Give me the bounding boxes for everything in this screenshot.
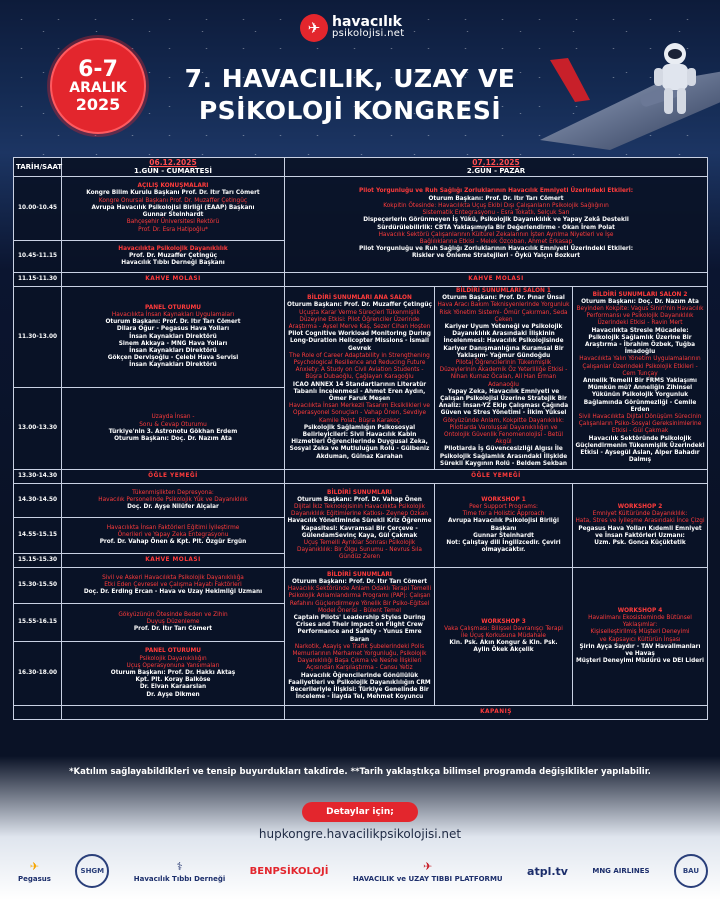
badge-days: 6-7: [78, 57, 118, 82]
brand-sub: psikolojisi.net: [332, 28, 405, 39]
table-row: [14, 177, 708, 241]
website-link[interactable]: hupkongre.havacilikpsikolojisi.net: [258, 827, 462, 841]
paper-session-1: Pilot Yorgunluğu ve Ruh Sağlığı Zorluklarının Havacılık Emniyeti Üzerindeki Etkileri: Oturum Başkanı: Prof. Dr. Itır Tarı Cömert Kokpitin Ötesinde: Havacılıkta Uçuş Ekibi Dışı Çalışanların Psikolojik Sağlığının Sistematik Entegrasyonu - Esra Tokatlı, Selçuk Sarı Dispeçerlerin Görünmeyen İş Yükü, Psikolojik Dayanıklılık ve Yapay Zekâ Destekli Sürdürülebilirlik: CBTA Yaklaşımıyla Bir Değerlendirme - Okan İrem Polat Havacılık Sektörü Çalışanlarının Kültürel Zekalarının İşten Ayrılma Niyetleri ve İşe Bağlılıklarına Etkisi - Melek Özçoban, Ahmet Erkasap Pilot Yorgunluğu ve Ruh Sağlığı Zorluklarının Havacılık Emniyeti Üzerindeki Etkileri: Riskler ve Önleme Stratejileri - Öykü Yalçın Bozkurt: [285, 177, 708, 273]
col-time-header: TARİH/SAAT: [14, 158, 62, 177]
lunch-day2: ÖĞLE YEMEĞİ: [285, 470, 708, 484]
workshop-2: WORKSHOP 2 Emniyet Kültüründe Dayanıklılık: Hata, Stres ve İyileşme Arasındaki İnce Çizgi Pegasus Hava Yolları Kıdemli Emniyet ve İnsan Faktörleri Uzmanı: Uzm. Psk. Gonca Küçüktetik: [573, 484, 708, 568]
time-cell: 16.30-18.00: [14, 642, 62, 706]
military-talk: Sivil ve Askeri Havacılıkta Psikolojik Dayanıklılığa Etki Eden Çevresel ve Çalışma Hayatı Faktörleri Doç. Dr. Erding Ercan - Hava ve Uzay Hekimliği Uzmanı: [62, 568, 285, 604]
badge-month: ARALIK: [69, 80, 127, 96]
lunch-day1: ÖĞLE YEMEĞİ: [62, 470, 285, 484]
table-row: [14, 484, 708, 518]
page-title: [180, 63, 520, 127]
time-cell: 15.15-15.30: [14, 554, 62, 568]
sponsor-bar: [18, 848, 708, 894]
time-cell: 11.30-13.00: [14, 287, 62, 388]
brand-pilot-icon: ✈: [300, 14, 328, 42]
details-button[interactable]: Detaylar için;: [302, 802, 418, 822]
sponsor-benpsikoloji[interactable]: BENPSİKOLOJİ: [249, 865, 329, 877]
mind-body-talk: Gökyüzünün Ötesinde Beden ve Zihin Duyuş Düzenleme Prof. Dr. Itır Tarı Cömert: [62, 604, 285, 642]
workshop-3: WORKSHOP 3 Vaka Çalışması: Bilişsel Davranışçı Terapi ile Uçuş Korkusuna Müdahale Kln. Psk. Akın Kongur & Kln. Psk. Aylin Ökek Akçelik: [435, 568, 573, 706]
shgm-seal-icon: SHGM: [75, 854, 109, 888]
coffee-break-day1-pm: KAHVE MOLASI: [62, 554, 285, 568]
bau-seal-icon: BAU: [674, 854, 708, 888]
sponsor-platform[interactable]: ✈ HAVACILIK ve UZAY TIBBI PLATFORMU: [352, 859, 503, 883]
brand-logo[interactable]: [300, 14, 404, 42]
time-cell: 10.45-11.15: [14, 241, 62, 273]
human-factors-talk: Havacılıkta İnsan Faktörleri Eğitimi İyileştirme Önerileri ve Yapay Zeka Entegrasyonu Prof. Dr. Vahap Önen & Kpt. Plt. Özgür Ergün: [62, 518, 285, 554]
time-cell: 13.00-13.30: [14, 388, 62, 470]
astronaut-icon: [640, 40, 710, 120]
date-badge: [50, 38, 146, 134]
title-line-2: PSİKOLOJİ KONGRESİ: [198, 96, 502, 125]
table-row: [14, 568, 708, 604]
closing: KAPANIŞ: [285, 706, 708, 720]
sponsor-medicine-society[interactable]: ⚕ Havacılık Tıbbı Derneği: [133, 859, 226, 883]
title-line-1: 7. HAVACILIK, UZAY VE: [184, 64, 516, 93]
sponsor-mng[interactable]: MNG AIRLINES: [592, 867, 650, 875]
sponsor-atpl[interactable]: atpl.tv: [527, 864, 568, 878]
day2-header: 07.12.2025 2.GÜN - PAZAR: [285, 158, 708, 177]
table-row: [14, 470, 708, 484]
coffee-break-day2: KAHVE MOLASI: [285, 273, 708, 287]
hall-2-session: BİLDİRİ SUNUMLARI SALON 2 Oturum Başkanı: Doç. Dr. Nazım Ata Beyinden Kokpite: Vagus Siniri'nin Havacılık Performansı ve Psikolojik Dayanıklılık Üzerindeki Etkisi - Ravin Mert Havacılıkta Stresle Mücadele: Psikolojik Sağlamlık Üzerine Bir Araştırma - İbrahim Özbek, Tuğba İmadoğlu Havacılıkta Yalın Yönetim Uygulamalarının Çalışanlar Üzerindeki Psikolojik Etkileri - Cem Tunçay Annelik Temelli Bir FRMS Yaklaşımı Mümkün mü? Anneliğin Zihinsel Yükünün Psikolojik Yorgunluk Bağlamında Görünmezliği - Cemile Erden Sivil Havacılıkta Dijital Dönüşüm Sürecinin Çalışanların Psiko-Sosyal Gereksinimlerine Etkisi - Gül Çakmak Havacılık Sektöründe Psikolojik Güçlendirmenin Tükenmişlik Üzerindeki Etkisi - Aysegül Aslan, Alper Bahadır Dalmış: [573, 287, 708, 470]
table-row: [14, 706, 708, 720]
table-header-row: [14, 158, 708, 177]
time-cell: 14.55-15.15: [14, 518, 62, 554]
opening-speeches: AÇILIŞ KONUŞMALARI Kongre Bilim Kurulu Başkanı Prof. Dr. Itır Tarı Cömert Kongre Onursal Başkanı Prof. Dr. Muzaffer Çetingüç Avrupa Havacılık Psikolojisi Birliği (EAAP) Başkanı Gunnar Steinhardt Bahçeşehir Üniversitesi Rektörü Prof. Dr. Esra Hatipoğlu*: [62, 177, 285, 241]
workshop-1: WORKSHOP 1 Peer Support Programs: Time for a Holistic Approach Avrupa Havacılık Psikolojisi Birliği Başkanı Gunnar Steinhardt Not: Çalıştay dili İngilizcedir. Çeviri olmayacaktır.: [435, 484, 573, 568]
table-row: [14, 273, 708, 287]
time-cell: 10.00-10.45: [14, 177, 62, 241]
workshop-4: WORKSHOP 4 Havalimanı Ekosisteminde Bütünsel Yaklaşımlar: Kişiselleştirilmiş Müşteri Deneyimi ve Kapsayıcı Kültürün İnşası Şirin Ayça Saydır - TAV Havalimanları ve Havaş Müşteri Deneyimi Müdürü ve DEI Lideri: [573, 568, 708, 706]
medicine-talk: Havacılıkta Psikolojik Dayanıklılık Prof. Dr. Muzaffer Çetingüç Havacılık Tıbbı Derneği Başkanı: [62, 241, 285, 273]
time-cell: 15.30-15.50: [14, 568, 62, 604]
sponsor-bau[interactable]: [674, 854, 708, 888]
day1-header: 06.12.2025 1.GÜN - CUMARTESİ: [62, 158, 285, 177]
resilience-panel: PANEL OTURUMU Psikolojik Dayanıklılığın Uçuş Operasyonuna Yansımaları Oturum Başkanı: Prof. Dr. Hakkı Aktaş Kpt. Plt. Koray Balköse Dr. Elvan Karaarslan Dr. Ayşe Dikmen: [62, 642, 285, 706]
space-qa: Uzayda İnsan - Soru & Cevap Oturumu Türkiye'nin 3. Astronotu Gökhan Erdem Oturum Başkanı: Doç. Dr. Nazım Ata: [62, 388, 285, 470]
hall-1-session: BİLDİRİ SUNUMLARI SALON 1 Oturum Başkanı: Prof. Dr. Pınar Ünsal Hava Aracı Bakım Teknisyenlerinde Yorgunluk Risk Yönetim Sistemi- Ömür Çakırman, Seda Çeken Kariyer Uyum Yeteneği ve Psikolojik Dayanıklılık Arasındaki İlişkinin İncelenmesi: Havacılık Psikolojisinde Kariyer Danışmanlığına Kuramsal Bir Yaklaşım- Yağmur Gündoğdu Pilotaj Öğrencilerinin Tükenmişlik Düzeylerinin Akademik Öz Yeterliliğe Etkisi - Nihan Kurnaz Öcalan, Ali Han Erman Adanaoğlu Yapay Zeka, Havacılık Emniyeti ve Çalışan Psikolojisi Üzerine Stratejik Bir Analiz: İnsan-YZ Ekip Çalışması Çağında Güven ve Stres Yönetimi - İlkim Yüksel Gökyüzünde Anlam, Kokpitte Dayanıklılık: Pilotlarda Varoluşsal Dayanıklılığın ve Ontolojik Güvenlik Fenomenolojisi - Betül Akgül Pilotlarda İş Güvencesizliği Algısı İle Psikolojik Sağlamlık Arasındaki İlişkide Sürekli Kaygının Rolü - Beldem Sekban: [435, 287, 573, 470]
footnote: *Katılım sağlayabildikleri ve tensip buyurdukları takdirde. **Tarih yaklaştıkça bilimsel programda değişiklikler yapılabilir.: [69, 767, 651, 777]
burnout-talk: Tükenmişlikten Depresyona: Havacılık Personelinde Psikolojik Yük ve Dayanıklılık Doç. Dr. Ayşe Nilüfer Alçalar: [62, 484, 285, 518]
time-cell: 11.15-11.30: [14, 273, 62, 287]
badge-year: 2025: [75, 95, 121, 114]
schedule-table: [13, 157, 708, 720]
brand-name: havacılık: [332, 14, 402, 30]
main-hall-session: BİLDİRİ SUNUMLARI ANA SALON Oturum Başkanı: Prof. Dr. Muzaffer Çetingüç Uçuşta Karar Verme Süreçleri Tükenmişlik Düzeyine Etkisi: Pilot Öğrenciler Üzerinde Araştırma - Aysel Merve Kaş, Sezer Cihan Hoşten Pilot Cognitive Workload Monitoring During Long-Duration Helicopter Missions - İsmail Gevrek The Role of Career Adaptability in Strengthening Psychological Resilience and Reducing Future Anxiety: A Study on Civil Aviation Students - Büşra Dubaoğlu, Çağlayan Karagoğlu ICAO ANNEX 14 Standartlarının Literatür Tabanlı İncelenmesi - Ahmet Eren Aydın, Ömer Faruk Meşen Havacılıkta İnsan Merkezli Tasarım Eksiklikleri ve Operasyonel Sonuçları - Vahap Önen, Sevdiye Kamile Polat, Büşra Karakoç Psikolojik Sağlamlığın Psikososyal Belirleyicileri: Sivil Havacılık Kabin Hizmetleri Öğrencilerinde Duygusal Zeka, Sosyal Zeka ve Mutluluğun Rolü - Gülbeniz Akduman, Gülnaz Karahan: [285, 287, 435, 470]
time-cell: 15.55-16.15: [14, 604, 62, 642]
table-row: [14, 287, 708, 388]
time-cell: 14.30-14.50: [14, 484, 62, 518]
coffee-break-day1: KAHVE MOLASI: [62, 273, 285, 287]
time-cell: 13.30-14.30: [14, 470, 62, 484]
paper-session-2: BİLDİRİ SUNUMLARI Oturum Başkanı: Prof. Dr. Vahap Önen Dijital İkiz Teknolojisinin Havacılıkta Psikolojik Dayanıklılık Eğitimlerine Katkısı- Zeynep Ozkan Havacılık Yönetiminde Sürekli Kriz Öğrenme Kapasitesi: Kavramsal Bir Çerçeve - GülendamSevinç Kaya, Gül Çakmak Uçuş Temelli Ayrıklar Sonrası Psikolojik Dayanıklılık: Bir Olgu Sunumu - Nevrus Sıla Gündüz Zeren: [285, 484, 435, 568]
paper-session-3: BİLDİRİ SUNUMLARI Oturum Başkanı: Prof. Dr. Itır Tarı Cömert Havacılık Sektöründe Anlam Odaklı Terapi Temelli Psikolojik Anlamlandırma Programı (PAP): Çalışan Refahını Güçlendirmeye Yönelik Bir Psiko-Eğitsel Model Önerisi - Bülent Temel Captain Pilots' Leadership Styles During Crises and Their Impact on Flight Crew Performance and Safety - Yunus Emre Baran Narkotik, Asayiş ve Trafik Şubelerindeki Polis Memurlarının Merhamet Yorgunluğu, Psikolojik Dayanıklılığı Başa Çıkma ve Nesne İlişkileri Açısından Karşılaştırma - Cansu Yetiz Havacılık Öğrencilerinde Gönüllülük Faaliyetleri ve Psikolojik Dayanıklılığın CRM Becerileriyle İlişkisi: Türkiye Genelinde Bir İnceleme - İlayda Tel, Mehmet Koyuncu: [285, 568, 435, 706]
sponsor-shgm[interactable]: [75, 854, 109, 888]
sponsor-pegasus[interactable]: ✈ Pegasus: [18, 859, 51, 883]
hr-panel: PANEL OTURUMU Havacılıkta İnsan Kaynakları Uygulamaları Oturum Başkanı: Prof. Dr. Itır Tarı Cömert Dilara Oğur - Pegasus Hava Yolları İnsan Kaynakları Direktörü Sinem Akkaya - MNG Hava Yolları İnsan Kaynakları Direktörü Gökçen Dervişoğlu - Çelebi Hava Servisi İnsan Kaynakları Direktörü: [62, 287, 285, 388]
